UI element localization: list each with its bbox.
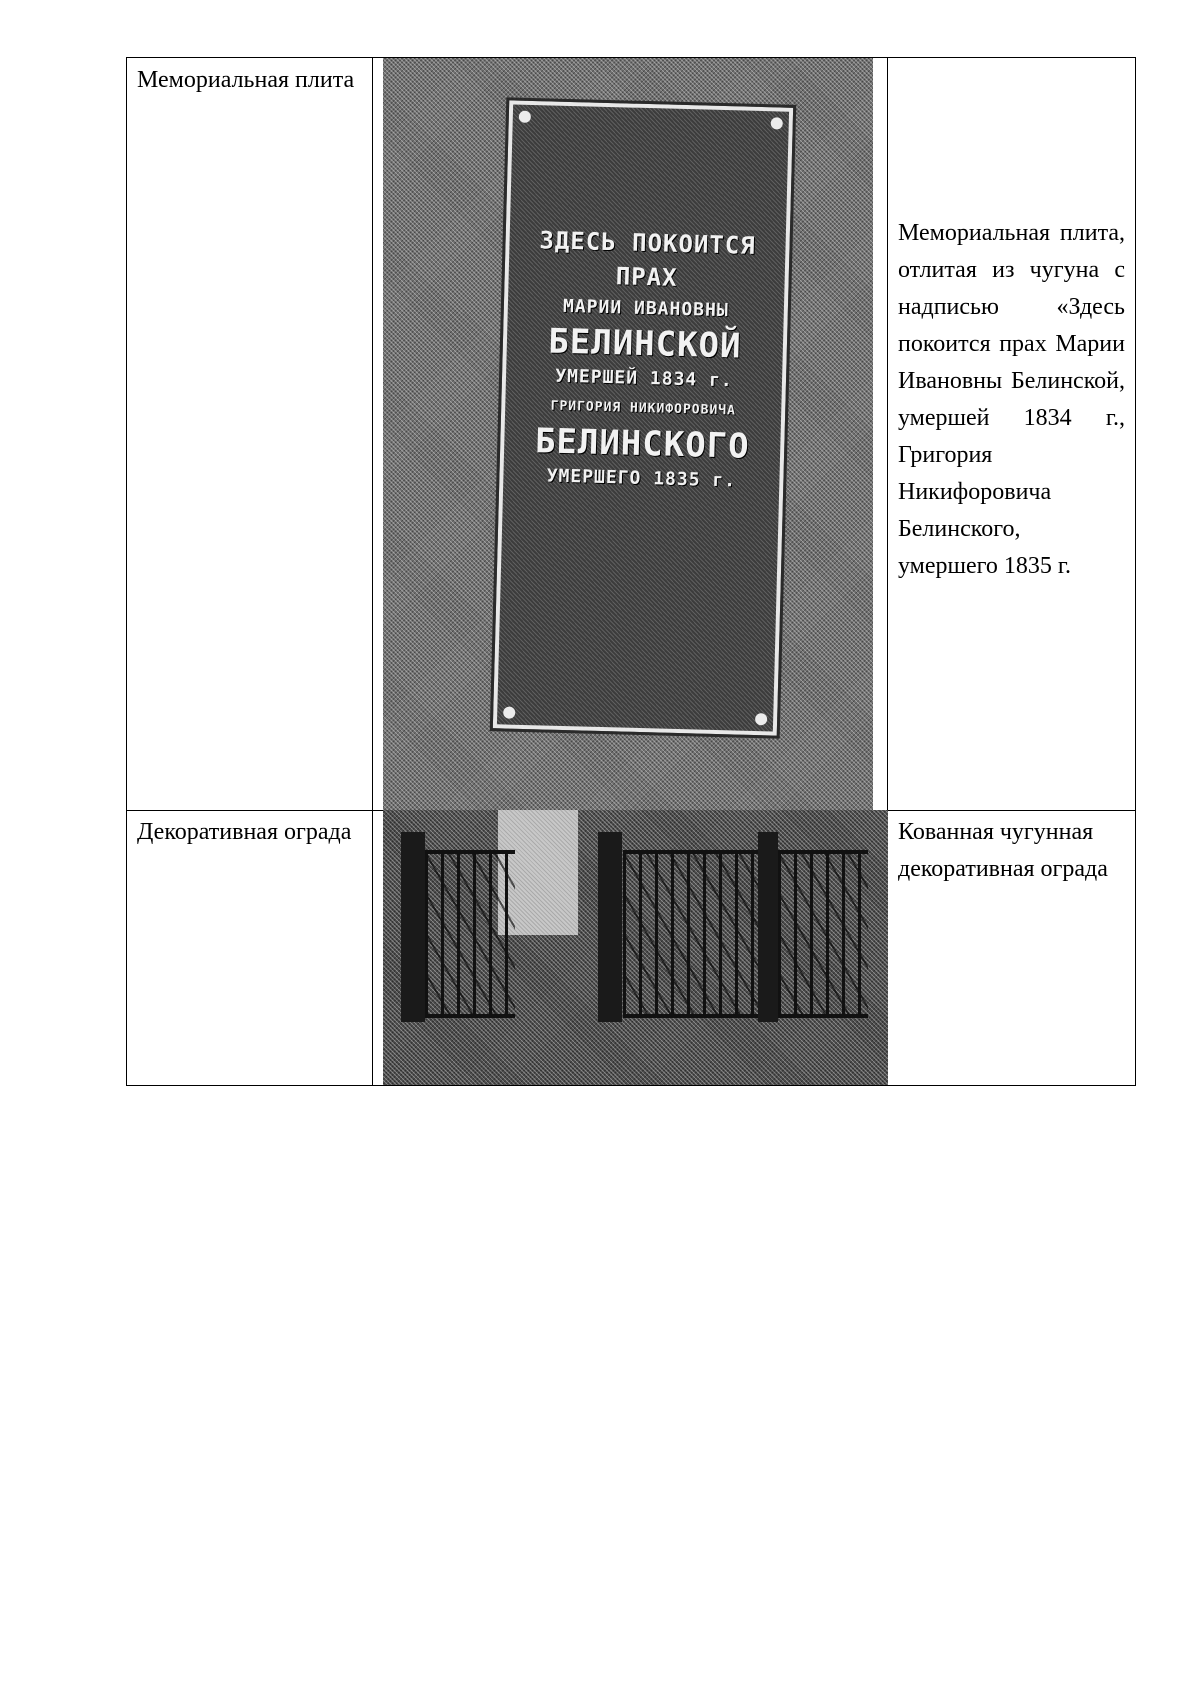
object-description: Мемориальная плита, отлитая из чугуна с надписью «Здесь покоится прах Марии Ивановны Белинской, умершей 1834 г., Григория Никифоровича Белинского, умершего 1835 г. [898, 220, 1125, 579]
corner-bolt [755, 713, 767, 725]
plaque-inscription [503, 222, 786, 497]
description-cell [888, 58, 1135, 810]
object-name: Декоративная ограда [137, 819, 352, 845]
corner-bolt [503, 706, 515, 718]
plaque-line: БЕЛИНСКОГО [534, 421, 751, 467]
fence-photo [383, 810, 888, 1085]
table-row [127, 810, 1135, 1085]
corner-bolt [771, 117, 783, 129]
fence-post [598, 832, 622, 1022]
plaque-line: УМЕРШЕГО 1835 г. [546, 465, 737, 492]
table-row [127, 58, 1135, 811]
description-cell [888, 810, 1135, 1085]
object-name-cell [127, 810, 373, 1085]
object-description: Кованная чугунная декоративная ограда [898, 819, 1108, 882]
photo-cell [373, 58, 888, 810]
plaque-line: УМЕРШЕЙ 1834 г. [555, 365, 734, 392]
plaque [493, 100, 793, 735]
plaque-line: ЗДЕСЬ ПОКОИТСЯ [539, 226, 757, 260]
object-name: Мемориальная плита [137, 67, 355, 93]
fence-post [758, 832, 778, 1022]
fence-panel [425, 850, 515, 1018]
plaque-line: ПРАХ [615, 262, 678, 292]
plaque-line: ГРИГОРИЯ НИКИФОРОВИЧА [550, 398, 737, 419]
plaque-line: БЕЛИНСКОЙ [547, 321, 743, 367]
object-name-cell [127, 58, 373, 810]
fence-post [401, 832, 425, 1022]
fence-panel [778, 850, 868, 1018]
fence-panel [623, 850, 758, 1018]
photo-cell [373, 810, 888, 1085]
corner-bolt [519, 111, 531, 123]
memorial-plaque-photo [383, 58, 873, 810]
objects-table [126, 57, 1136, 1086]
plaque-line: МАРИИ ИВАНОВНЫ [562, 295, 729, 322]
